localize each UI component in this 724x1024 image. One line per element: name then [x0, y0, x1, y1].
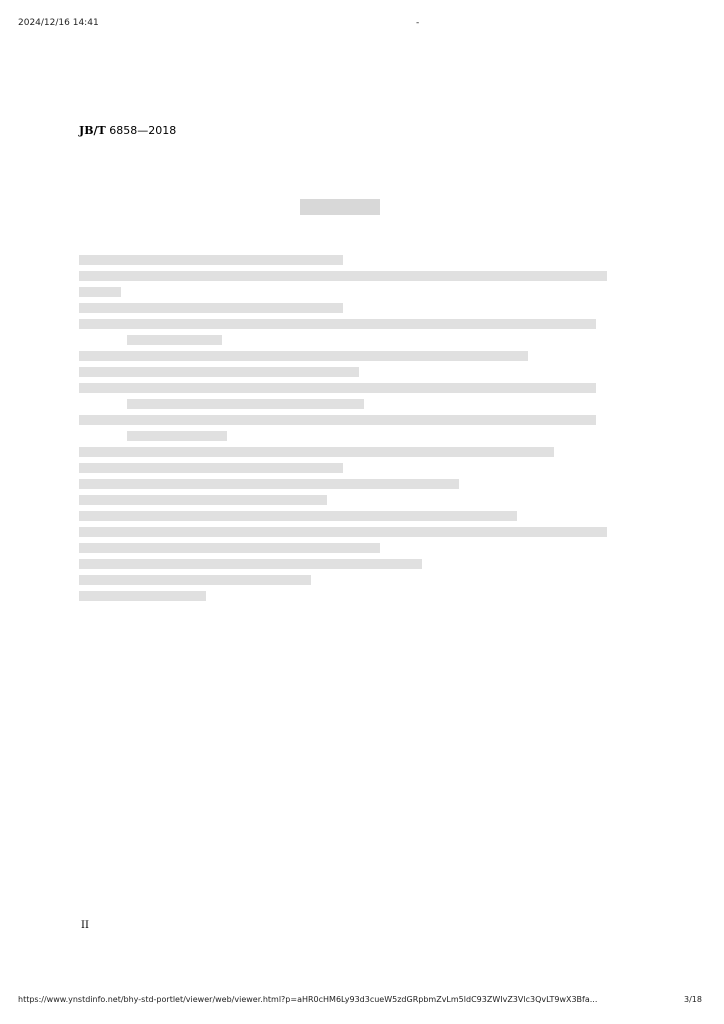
print-header-dash: -	[416, 18, 420, 28]
print-timestamp: 2024/12/16 14:41	[18, 18, 99, 28]
page-count: 3/18	[684, 995, 702, 1004]
page-title-placeholder	[300, 196, 380, 218]
standard-code-number: 6858—2018	[109, 124, 177, 137]
page-number: II	[81, 920, 89, 931]
page-url: https://www.ynstdinfo.net/bhy-std-portlet/viewer/web/viewer.html?p=aHR0cHM6Ly93d3cueW5zdGRpbmZvLm5ldC93ZWIvZ3Vlc3QvLT9wX3Bfa...	[18, 995, 598, 1004]
standard-code-prefix: JB/T	[79, 124, 106, 137]
body-text-placeholder	[79, 255, 607, 607]
standard-code	[79, 124, 176, 137]
